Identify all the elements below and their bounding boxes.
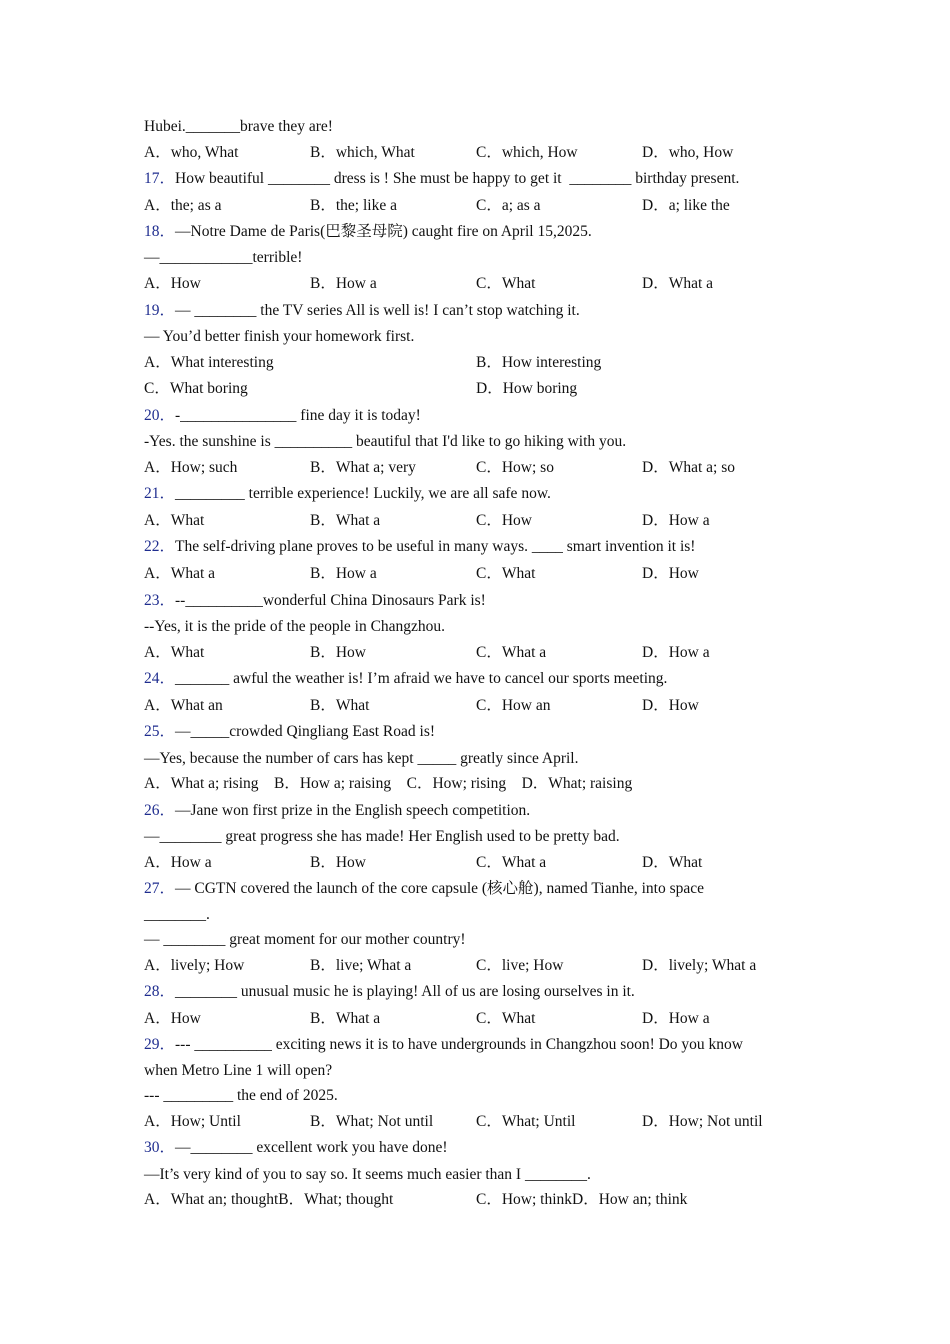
line-text: — ________ the TV series All is well is! I can’t stop watching it. [175,302,580,319]
line-text: —Notre Dame de Paris(巴黎圣母院) caught fire on April 15,2025. [175,223,592,240]
question-line [144,406,421,426]
question-number: 21． [144,485,176,502]
answer-option: C．live; How [476,957,564,974]
answer-option: C．What boring [144,380,248,397]
question-number: 17． [144,170,176,187]
answer-option: A．What an; thoughtB．What; thought [144,1191,394,1208]
line-text: —________ excellent work you have done! [175,1139,448,1156]
answer-option: D．What a; so [642,459,735,476]
line-text: —____________terrible! [144,249,303,266]
text-line [144,827,620,847]
line-text: — CGTN covered the launch of the core capsule (核心舱), named Tianhe, into space [175,880,705,897]
answer-option: D．What [642,854,703,871]
answer-option: D．How a [642,644,710,661]
question-number: 19． [144,302,176,319]
question-number: 20． [144,407,176,424]
answer-option: D．How a [642,512,710,529]
line-text: -Yes. the sunshine is __________ beautiful that I'd like to go hiking with you. [144,433,627,450]
question-number: 29． [144,1036,176,1053]
line-text: --- _________ the end of 2025. [144,1087,338,1104]
question-line [144,537,695,557]
answer-option: A．lively; How [144,957,245,974]
answer-option: A．How a [144,854,212,871]
question-number: 22． [144,538,176,555]
question-number: 25． [144,723,176,740]
answer-option: A．What a [144,565,216,582]
answer-option: B．How [310,854,366,871]
answer-option: A．the; as a [144,197,222,214]
answer-option: C．a; as a [476,197,541,214]
text-line [144,248,302,268]
question-number: 27． [144,880,176,897]
answer-option: D．who, How [642,144,734,161]
line-text: —It’s very kind of you to say so. It seems much easier than I ________. [144,1166,591,1183]
line-text: Hubei._______brave they are! [144,118,333,135]
answer-option: B．How interesting [476,354,602,371]
line-text: _______ awful the weather is! I’m afraid we have to cancel our sports meeting. [175,670,668,687]
answer-option: B．What a [310,512,381,529]
answer-option: D．How; Not until [642,1113,763,1130]
line-text: —_____crowded Qingliang East Road is! [175,723,436,740]
line-text: —________ great progress she has made! Her English used to be pretty bad. [144,828,620,845]
answer-option: C．What [476,275,536,292]
answer-option: B．live; What a [310,957,412,974]
answer-option: B．What a [310,1010,381,1027]
line-text: ________ unusual music he is playing! All of us are losing ourselves in it. [175,983,635,1000]
answer-option: A．What [144,644,205,661]
text-line [144,1086,338,1106]
text-line [144,432,626,452]
question-line [144,722,435,742]
answer-option: A．What [144,512,205,529]
question-number: 24． [144,670,176,687]
text-line [144,1165,591,1185]
answer-option: C．What [476,565,536,582]
answer-option: B．How [310,644,366,661]
answer-option: C．What a [476,644,547,661]
question-line [144,1035,743,1055]
question-line [144,801,530,821]
answer-option: C．How an [476,697,551,714]
question-line [144,982,635,1002]
question-line [144,484,551,504]
answer-option: B．How a [310,275,377,292]
question-number: 28． [144,983,176,1000]
answer-option: A．What interesting [144,354,274,371]
line-text: —Jane won first prize in the English speech competition. [175,802,531,819]
line-text: -_______________ fine day it is today! [175,407,421,424]
question-line [144,301,580,321]
line-text: --- __________ exciting news it is to have undergrounds in Changzhou soon! Do you know [175,1036,743,1053]
question-line [144,1138,447,1158]
answer-option: A．How [144,275,201,292]
answer-option: A．How; such [144,459,238,476]
answer-option: C．How [476,512,532,529]
answer-option: B．which, What [310,144,415,161]
answer-option: D．a; like the [642,197,730,214]
answer-option: C．How; so [476,459,554,476]
answer-option: D．What a [642,275,714,292]
text-line [144,930,466,950]
text-line [144,327,414,347]
answer-option: C．What; Until [476,1113,576,1130]
line-text: How beautiful ________ dress is ! She must be happy to get it ________ birthday present. [175,170,740,187]
line-text: The self-driving plane proves to be useful in many ways. ____ smart invention it is! [175,538,696,555]
answer-option: A．What an [144,697,223,714]
answer-option: C．What a [476,854,547,871]
answer-option: B．What [310,697,370,714]
answer-option: D．lively; What a [642,957,757,974]
question-line [144,222,592,242]
question-line [144,591,486,611]
question-number: 30． [144,1139,176,1156]
question-line [144,879,704,899]
answer-option: C．How; thinkD．How an; think [476,1191,688,1208]
text-line [144,1061,332,1081]
line-text: --Yes, it is the pride of the people in Changzhou. [144,618,446,635]
answer-option: B．How a [310,565,377,582]
answer-option: D．How [642,565,699,582]
text-line [144,749,578,769]
answer-option: B．the; like a [310,197,397,214]
answer-option: B．What; Not until [310,1113,434,1130]
line-text: ________. [144,906,210,923]
text-line [144,774,632,794]
line-text: _________ terrible experience! Luckily, we are all safe now. [175,485,551,502]
answer-option: C．What [476,1010,536,1027]
line-text: A．What a; rising B．How a; raising C．How; rising D．What; raising [144,775,633,792]
line-text: —Yes, because the number of cars has kept _____ greatly since April. [144,750,579,767]
question-number: 23． [144,592,176,609]
question-number: 18． [144,223,176,240]
question-line [144,169,739,189]
answer-option: A．How; Until [144,1113,241,1130]
line-text: — ________ great moment for our mother country! [144,931,466,948]
question-line [144,669,667,689]
answer-option: D．How a [642,1010,710,1027]
answer-option: D．How [642,697,699,714]
answer-option: C．which, How [476,144,578,161]
text-line [144,117,333,137]
text-line [144,617,445,637]
line-text: when Metro Line 1 will open? [144,1062,333,1079]
line-text: — You’d better finish your homework first. [144,328,415,345]
line-text: --__________wonderful China Dinosaurs Park is! [175,592,486,609]
answer-option: A．who, What [144,144,239,161]
answer-option: B．What a; very [310,459,416,476]
answer-option: D．How boring [476,380,578,397]
answer-option: A．How [144,1010,201,1027]
text-line [144,905,210,925]
question-number: 26． [144,802,176,819]
